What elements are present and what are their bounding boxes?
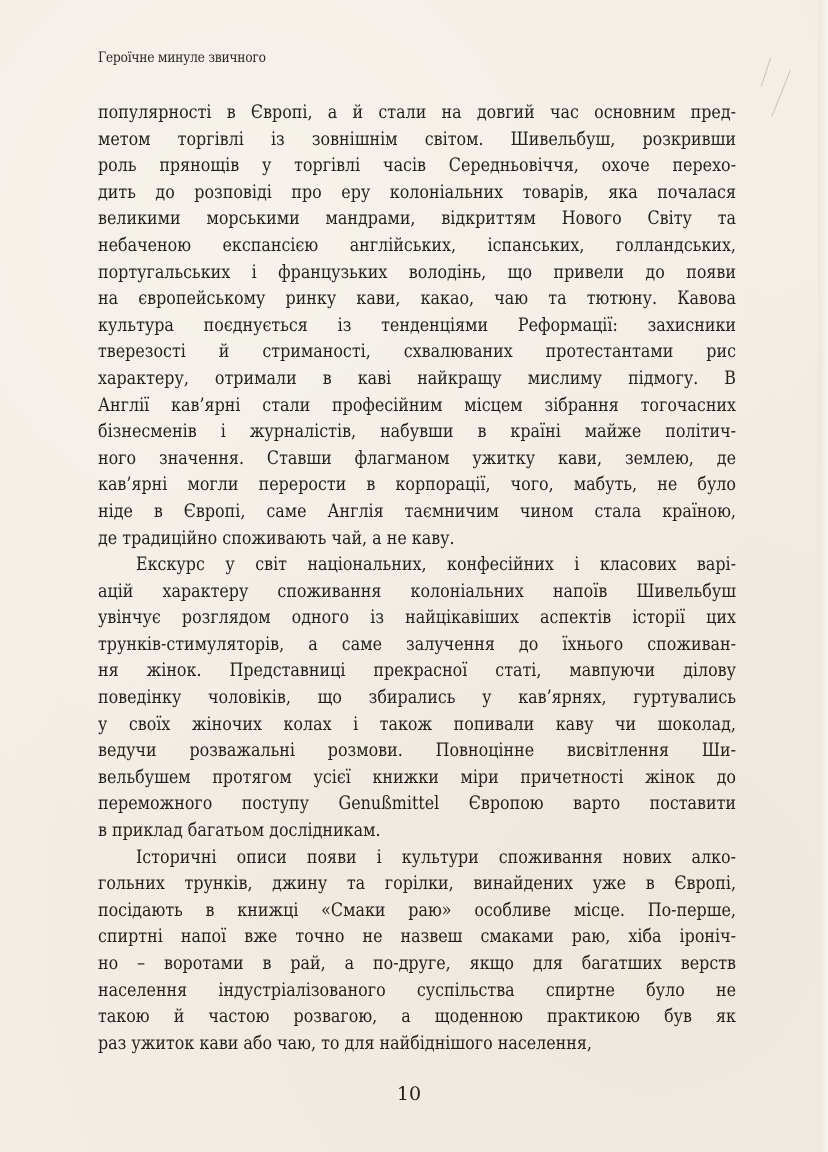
pencil-mark [771,70,791,117]
text-line: такою й частою розвагою, а щоденною практикою був як [98,1006,736,1028]
text-line: кав’ярні могли перерости в корпорації, чого, мабуть, не було [98,474,736,496]
running-head: Героїчне минуле звичного [98,50,266,66]
text-line: роль прянощів у торгівлі часів Середньовіччя, охоче перехо- [98,155,736,177]
text-line: великими морськими мандрами, відкриттям Нового Світу та [98,208,736,230]
text-line: ацій характеру споживання колоніальних напоїв Шивельбуш [98,580,736,602]
text-line: гольних трунків, джину та горілки, винайдених уже в Європі, [98,873,736,895]
text-line: ня жінок. Представниці прекрасної статі, мавпуючи ділову [98,660,736,682]
text-line: у своїх жіночих колах і також попивали каву чи шоколад, [98,713,736,735]
text-line: Англії кав’ярні стали професійним місцем зібрання тогочасних [98,394,736,416]
text-line: спиртні напої вже точно не назвеш смаками раю, хіба іроніч- [98,926,736,948]
page-number: 10 [396,1083,422,1105]
text-line: трунків-стимуляторів, а саме залучення до їхнього споживан- [98,633,736,655]
text-line: бізнесменів і журналістів, набувши в країні майже політич- [98,421,736,443]
text-line: раз ужиток кави або чаю, то для найбіднішого населення, [98,1032,592,1054]
text-line: метом торгівлі із зовнішнім світом. Шивельбуш, розкривши [98,128,736,150]
text-line: португальських і французьких володінь, що привели до появи [98,261,736,283]
text-line: популярності в Європі, а й стали на довгий час основним пред- [98,102,736,123]
text-line: ніде в Європі, саме Англія таємничим чином стала країною, [98,500,736,522]
text-line: в приклад багатьом дослідникам. [98,820,381,842]
paragraph [98,845,736,1058]
text-line: Екскурс у світ національних, конфесійних і класових варі- [136,554,736,576]
paragraph [98,552,736,845]
text-line: переможного поступу Genußmittel Європою варто поставити [98,793,736,815]
text-line: посідають в книжці «Смаки раю» особливе місце. По-перше, [98,899,736,921]
text-line: Історичні описи появи і культури споживання нових алко- [136,846,736,868]
text-line: на європейському ринку кави, какао, чаю та тютюну. Кавова [98,288,736,310]
body-text [98,100,736,1057]
text-line: вельбушем протягом усієї книжки міри причетності жінок до [98,766,737,788]
text-line: дить до розповіді про еру колоніальних товарів, яка почалася [98,181,736,203]
text-line: но – воротами в рай, а по-друге, якщо для багатших верств [98,953,736,974]
text-line: ного значення. Ставши флагманом ужитку кави, землею, де [98,447,736,469]
text-line: увінчує розглядом одного із найцікавіших аспектів історії цих [98,607,736,629]
text-line: ведучи розважальні розмови. Повноцінне висвітлення Ши- [98,740,737,762]
pencil-mark [761,58,771,87]
text-line: культура поєднується із тенденціями Реформації: захисники [98,314,736,336]
text-line: небаченою експансією англійських, іспанських, голландських, [98,234,736,256]
text-line: характеру, отримали в каві найкращу мислиму підмогу. В [98,367,736,389]
text-line: тверезості й стриманості, схвалюваних протестантами рис [98,341,736,363]
text-line: поведінку чоловіків, що збирались у кав’ярнях, гуртувались [98,687,737,709]
text-line: де традиційно споживають чай, а не каву. [98,527,455,549]
text-line: населення індустріалізованого суспільства спиртне було не [98,979,736,1001]
page-edge [818,0,828,1152]
paragraph [98,100,736,552]
